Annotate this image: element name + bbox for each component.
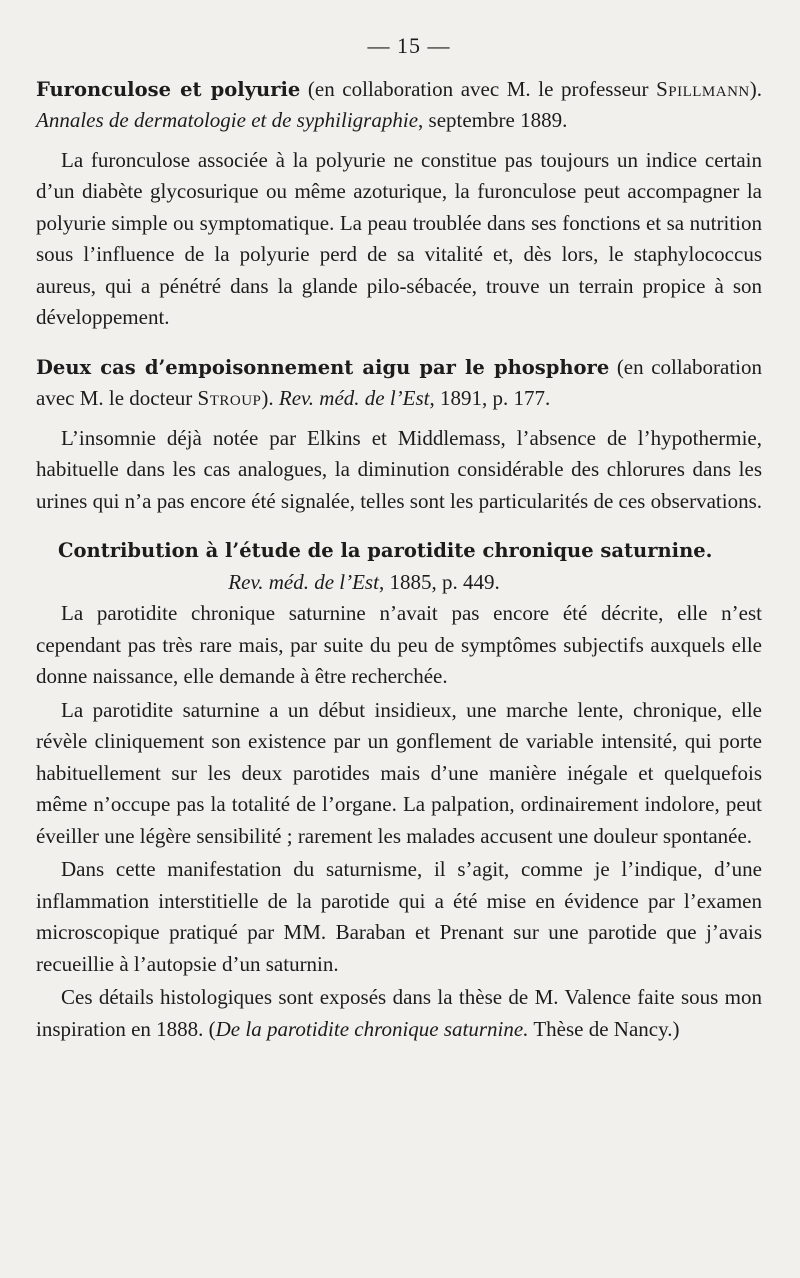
final-paragraph-text: Ces détails histologiques sont exposés dans la thèse de M. Valence faite sous mon inspiration en 1888. ( [36,985,762,1041]
citation [36,352,762,415]
thesis-title: De la parotidite chronique saturnine. [215,1016,529,1041]
journal-name: Rev. méd. de l’Est [228,569,379,594]
entry-paragraph: La parotidite saturnine a un début insidieux, une marche lente, chronique, elle révèle cliniquement son existence par un gonflement de variable intensité, qui porte habituellement sur les deux parotides mais d’une manière inégale et quelquefois même n’occupe pas la totalité de l’organe. La palpation, ordinairement indolore, peut éveiller une légère sensibilité ; rarement les malades accusent une douleur spontanée. [36,697,762,848]
collab-suffix: ). [261,386,279,410]
collab-prefix: (en collaboration avec M. le docteur [36,354,762,410]
entry-title: Deux cas d’empoisonnement aigu par le phosphore [36,355,610,379]
entry-title: Contribution à l’étude de la parotidite chronique saturnine. [58,539,713,562]
collaborator-name: Spillmann [656,76,750,101]
citation-reference-line [36,567,762,599]
collab-suffix: ). [749,76,762,101]
collab-prefix: (en collaboration avec M. le professeur [300,76,657,101]
reference-details: , septembre 1889. [418,108,568,132]
bibliography-entry-parotidite [36,535,762,1045]
bibliography-entry-phosphore [36,352,762,518]
journal-name: Annales de dermatologie et de syphiligraphie [36,108,419,132]
reference-details: , 1891, p. 177. [429,386,551,410]
entry-title: Furonculose et polyurie [36,77,301,101]
citation-title-line [36,535,762,567]
citation [36,74,762,137]
entry-paragraph: La parotidite chronique saturnine n’avait pas encore été décrite, elle n’est cependant pas très rare mais, par suite du peu de symptômes subjectifs auxquels elle donne naissance, elle demande à être recherchée. [36,601,762,688]
bibliography-entry-furonculose [36,74,762,334]
journal-name: Rev. méd. de l’Est [278,386,430,410]
entry-paragraph-final [36,982,762,1045]
collaborator-name: Stroup [197,386,262,410]
final-paragraph-tail: Thèse de Nancy.) [528,1016,680,1041]
entry-paragraph: La furonculose associée à la polyurie ne constitue pas toujours un indice certain d’un diabète glycosurique ou même azoturique, la furonculose peut accompagner la polyurie simple ou symptomatique. La peau troublée dans ses fonctions et sa nutrition sous l’influence de la polyurie perd de sa vitalité et, dès lors, le staphylococcus aureus, qui a pénétré dans la glande pilo-sébacée, trouve un terrain propice à son développement. [36,147,762,329]
reference-details: , 1885, p. 449. [378,569,500,594]
entry-paragraph: Dans cette manifestation du saturnisme, il s’agit, comme je l’indique, d’une inflammation interstitielle de la parotide qui a été mise en évidence par l’examen microscopique pratiqué par MM. Baraban et Prenant sur une parotide que j’avais recueillie à l’autopsie d’un saturnin. [36,857,762,976]
page-number: — 15 — [367,33,451,58]
entry-paragraph: L’insomnie déjà notée par Elkins et Middlemass, l’absence de l’hypothermie, habituelle dans les cas analogues, la diminution considérable des chlorures dans les urines qui n’a pas encore été signalée, telles sont les particularités de ces observations. [36,425,762,513]
